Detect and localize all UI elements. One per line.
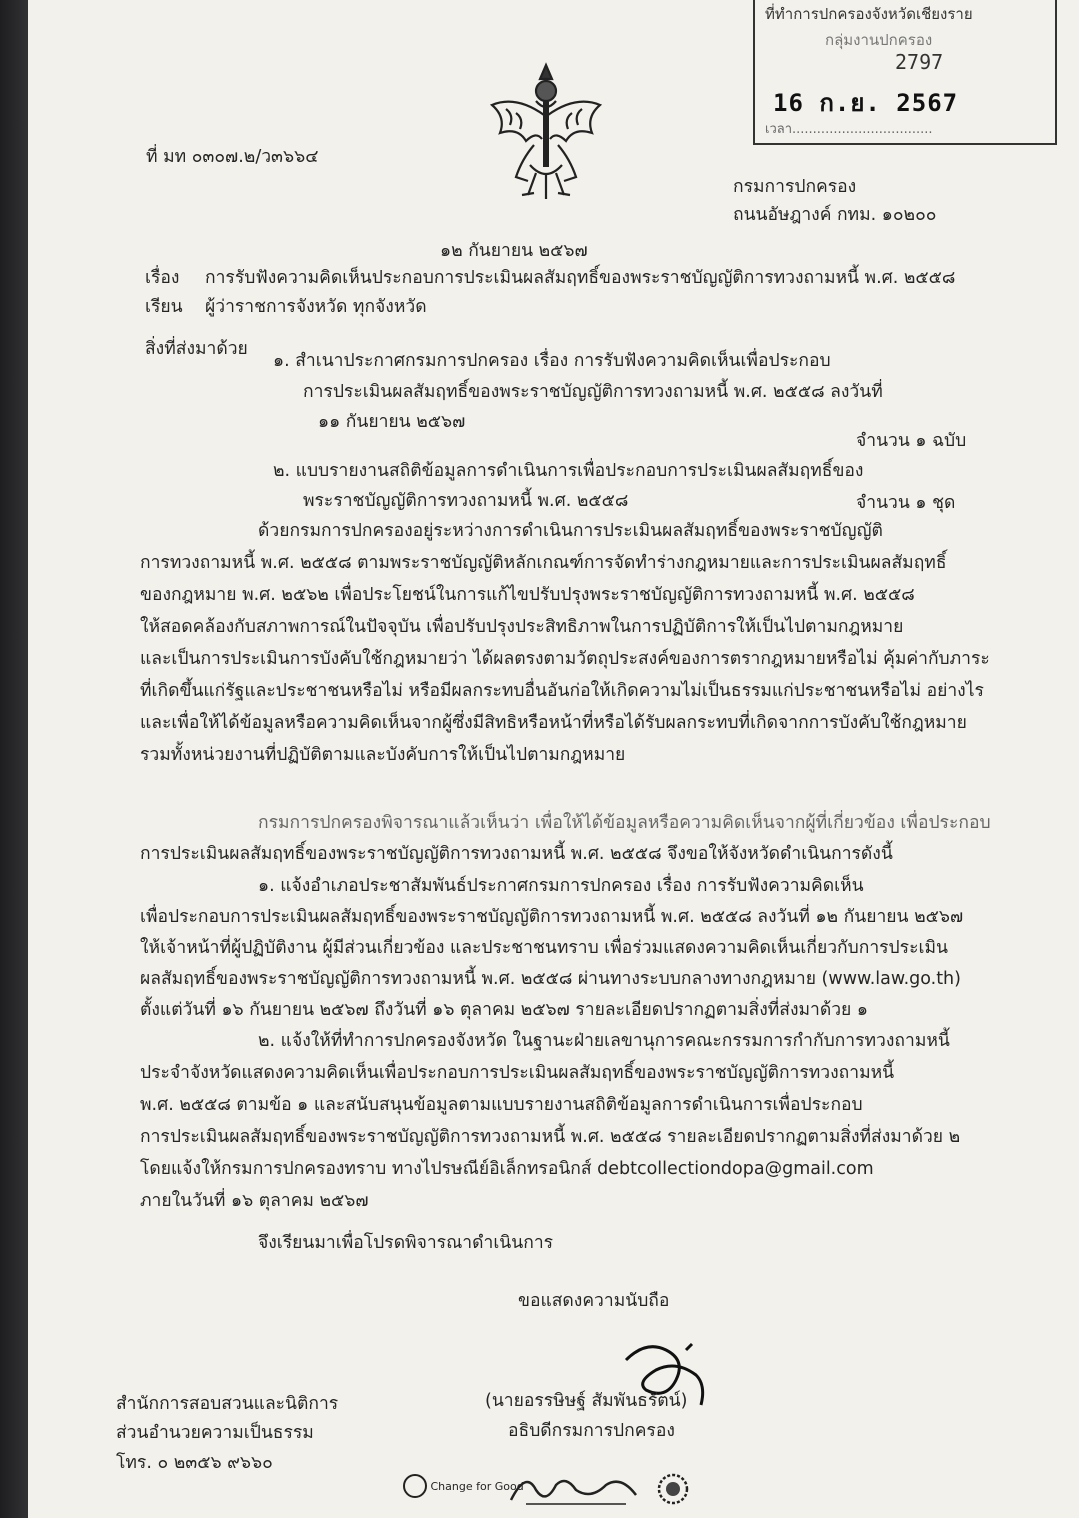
department-seal-icon [656,1472,690,1506]
dopa-slogan-logo [506,1470,646,1510]
item-line: ๒. แจ้งให้ที่ทำการปกครองจังหวัด ในฐานะฝ่ายเลขานุการคณะกรรมการกำกับการทวงถามหนี้ [258,1031,950,1051]
stamp-number: 2797 [895,50,944,74]
stamp-department: กลุ่มงานปกครอง [825,31,933,49]
paragraph-line: ด้วยกรมการปกครองอยู่ระหว่างการดำเนินการประเมินผลสัมฤทธิ์ของพระราชบัญญัติ [258,521,883,541]
item-line: การประเมินผลสัมฤทธิ์ของพระราชบัญญัติการทวงถามหนี้ พ.ศ. ๒๕๕๘ รายละเอียดปรากฏตามสิ่งที่ส่งมาด้วย ๒ [140,1127,961,1147]
document-page [28,0,1079,1518]
paragraph-line: ให้สอดคล้องกับสภาพการณ์ในปัจจุบัน เพื่อปรับปรุงประสิทธิภาพในการปฏิบัติการให้เป็นไปตามกฎหมาย [140,617,904,637]
paragraph-line: ของกฎหมาย พ.ศ. ๒๕๖๒ เพื่อประโยชน์ในการแก้ไขปรับปรุงพระราชบัญญัติการทวงถามหนี้ พ.ศ. ๒๕๕๘ [140,585,915,605]
footer-division: ส่วนอำนวยความเป็นธรรม [116,1423,314,1443]
item-line: ๑. แจ้งอำเภอประชาสัมพันธ์ประกาศกรมการปกครอง เรื่อง การรับฟังความคิดเห็น [258,876,864,896]
stamp-time-line: เวลา.................................. [765,122,933,137]
paragraph-line: และเป็นการประเมินการบังคับใช้กฎหมายว่า ได้ผลตรงตามวัตถุประสงค์ของการตรากฎหมายหรือไม่ คุ้มค่ากับภาระ [140,649,990,669]
enclosure-1-line2: การประเมินผลสัมฤทธิ์ของพระราชบัญญัติการทวงถามหนี้ พ.ศ. ๒๕๕๘ ลงวันที่ [303,382,883,402]
paragraph-line: การประเมินผลสัมฤทธิ์ของพระราชบัญญัติการทวงถามหนี้ พ.ศ. ๒๕๕๘ จึงขอให้จังหวัดดำเนินการดังนี้ [140,844,893,864]
item-line: ภายในวันที่ ๑๖ ตุลาคม ๒๕๖๗ [140,1191,369,1211]
paragraph-line: กรมการปกครองพิจารณาแล้วเห็นว่า เพื่อให้ได้ข้อมูลหรือความคิดเห็นจากผู้ที่เกี่ยวข้อง เพื่อประกอบ [258,813,991,833]
paragraph-line: ที่เกิดขึ้นแก่รัฐและประชาชนหรือไม่ หรือมีผลกระทบอื่นอันก่อให้เกิดความไม่เป็นธรรมแก่ประชาชนหรือไม่ อย่างไร [140,681,984,701]
signer-name: (นายอรรษิษฐ์ สัมพันธรัตน์) [485,1391,688,1411]
subject-label: เรื่อง [145,268,180,288]
garuda-emblem [486,55,606,215]
enclosure-2-line2: พระราชบัญญัติการทวงถามหนี้ พ.ศ. ๒๕๕๘ [303,491,629,511]
change-for-good-icon [403,1474,427,1498]
closing-request: จึงเรียนมาเพื่อโปรดพิจารณาดำเนินการ [258,1233,554,1253]
enclosures-label: สิ่งที่ส่งมาด้วย [145,339,248,359]
doc-number: ที่ มท ๐๓๐๗.๒/ว๓๖๖๔ [146,147,319,167]
change-for-good-text: Change for Good [430,1479,524,1493]
item-line: เพื่อประกอบการประเมินผลสัมฤทธิ์ของพระราชบัญญัติการทวงถามหนี้ พ.ศ. ๒๕๕๘ ลงวันที่ ๑๒ กันยายน ๒๕๖๗ [140,907,964,927]
paragraph-line: และเพื่อให้ได้ข้อมูลหรือความคิดเห็นจากผู้ซึ่งมีสิทธิหรือหน้าที่หรือได้รับผลกระทบที่เกิดจากการบังคับใช้กฎหมาย [140,713,967,733]
paragraph-line: การทวงถามหนี้ พ.ศ. ๒๕๕๘ ตามพระราชบัญญัติหลักเกณฑ์การจัดทำร่างกฎหมายและการประเมินผลสัมฤทธิ์ [140,553,947,573]
enclosure-2-amount: จำนวน ๑ ชุด [856,493,956,513]
sender-address: ถนนอัษฎางค์ กทม. ๑๐๒๐๐ [733,205,937,225]
signer-position: อธิบดีกรมการปกครอง [508,1421,675,1441]
enclosure-1-amount: จำนวน ๑ ฉบับ [856,431,967,451]
stamp-date: 16 ก.ย. 2567 [773,89,959,117]
enclosure-1-line3: ๑๑ กันยายน ๒๕๖๗ [318,412,466,432]
doc-date: ๑๒ กันยายน ๒๕๖๗ [440,241,588,261]
item-line: โดยแจ้งให้กรมการปกครองทราบ ทางไปรษณีย์อิเล็กทรอนิกส์ debtcollectiondopa@gmail.com [140,1159,874,1179]
paragraph-line: รวมทั้งหน่วยงานที่ปฏิบัติตามและบังคับการให้เป็นไปตามกฎหมาย [140,745,626,765]
item-line: ประจำจังหวัดแสดงความคิดเห็นเพื่อประกอบการประเมินผลสัมฤทธิ์ของพระราชบัญญัติการทวงถามหนี้ [140,1063,895,1083]
sender-agency: กรมการปกครอง [733,177,857,197]
recipient-text: ผู้ว่าราชการจังหวัด ทุกจังหวัด [205,297,427,317]
enclosure-2-line1: ๒. แบบรายงานสถิติข้อมูลการดำเนินการเพื่อประกอบการประเมินผลสัมฤทธิ์ของ [273,461,864,481]
receiving-stamp [753,0,1057,145]
item-line: พ.ศ. ๒๕๕๘ ตามข้อ ๑ และสนับสนุนข้อมูลตามแบบรายงานสถิติข้อมูลการดำเนินการเพื่อประกอบ [140,1095,863,1115]
enclosure-1-line1: ๑. สำเนาประกาศกรมการปกครอง เรื่อง การรับฟังความคิดเห็นเพื่อประกอบ [273,351,831,371]
item-line: ตั้งแต่วันที่ ๑๖ กันยายน ๒๕๖๗ ถึงวันที่ ๑๖ ตุลาคม ๒๕๖๗ รายละเอียดปรากฏตามสิ่งที่ส่งมาด้วย ๑ [140,1000,868,1020]
item-line: ให้เจ้าหน้าที่ผู้ปฏิบัติงาน ผู้มีส่วนเกี่ยวข้อง และประชาชนทราบ เพื่อร่วมแสดงความคิดเห็นเกี่ยวกับการประเมิน [140,938,948,958]
item-line: ผลสัมฤทธิ์ของพระราชบัญญัติการทวงถามหนี้ พ.ศ. ๒๕๕๘ ผ่านทางระบบกลางทางกฎหมาย (www.law.go.th) [140,969,961,989]
stamp-office: ที่ทำการปกครองจังหวัดเชียงราย [765,5,973,23]
recipient-label: เรียน [145,297,183,317]
closing-salutation: ขอแสดงความนับถือ [518,1291,670,1311]
footer-office: สำนักการสอบสวนและนิติการ [116,1394,339,1414]
footer-phone: โทร. ๐ ๒๓๕๖ ๙๖๖๐ [116,1453,273,1473]
subject-text: การรับฟังความคิดเห็นประกอบการประเมินผลสัมฤทธิ์ของพระราชบัญญัติการทวงถามหนี้ พ.ศ. ๒๕๕๘ [205,268,956,288]
